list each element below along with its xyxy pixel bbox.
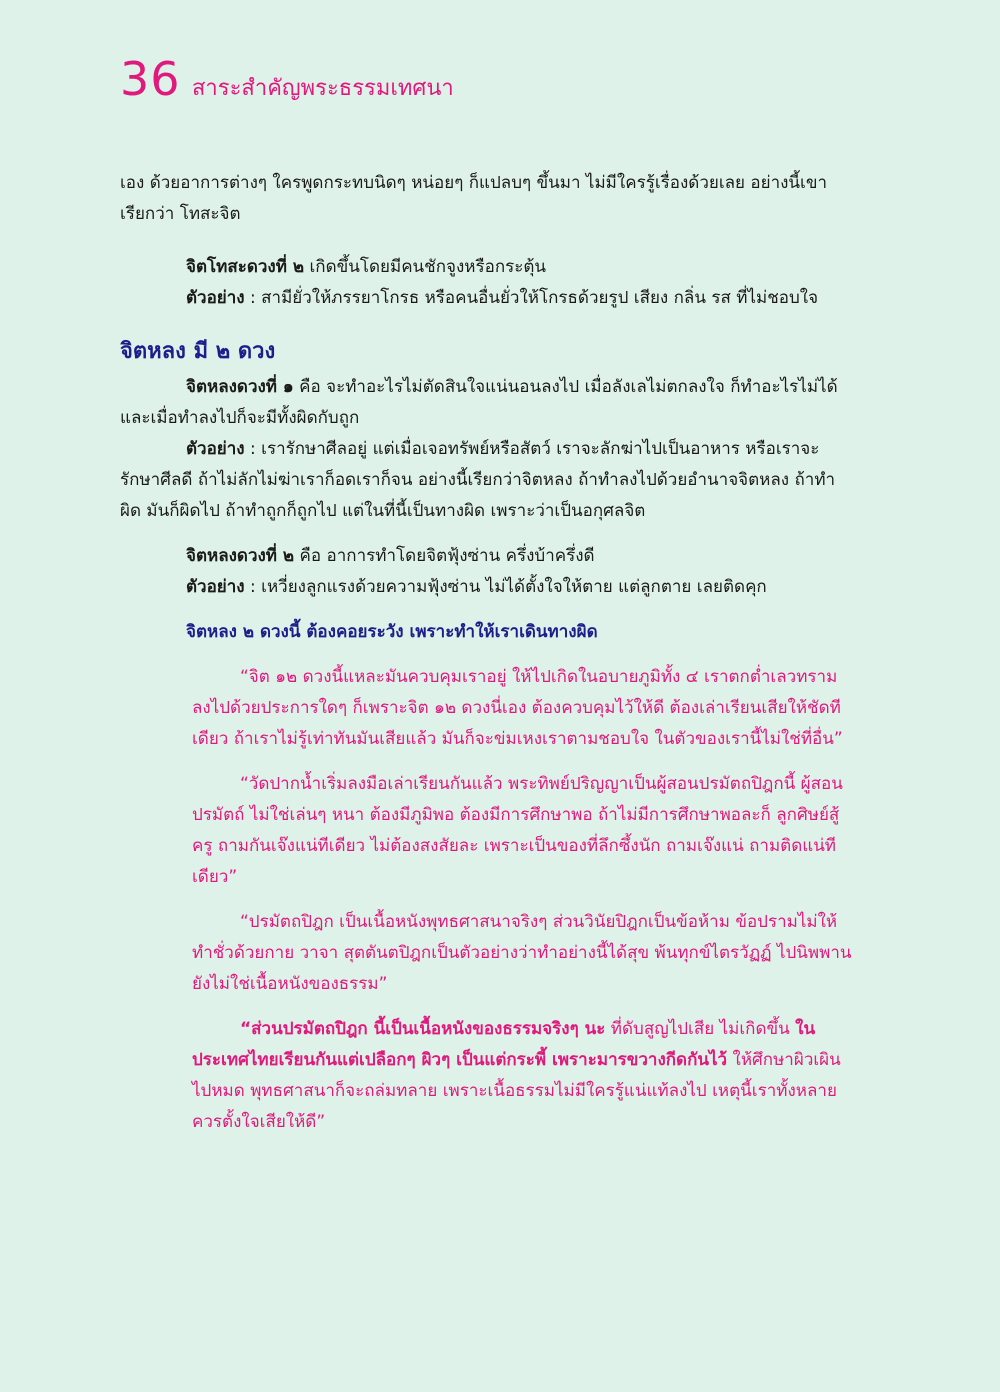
quote-1: “จิต ๑๒ ดวงนี้แหละมันควบคุมเราอยู่ ให้ไปเกิดในอบายภูมิทั้ง ๔ เราตกต่ำเลวทรามลงไปด้วยประการใดๆ ก็เพราะจิต ๑๒ ดวงนี่เอง ต้องควบคุมไว้ให้ดี ต้องเล่าเรียนเสียให้ชัดทีเดียว ถ้าเราไม่รู้เท่าทันมันเสียแล้ว มันก็จะข่มเหงเราตามชอบใจ ในตัวของเรานี้ไม่ใช่ที่อื่น” <box>192 667 843 749</box>
quote-4 <box>192 1014 852 1138</box>
paragraph-tosa-2-example <box>120 283 850 314</box>
tosa-2-text: เกิดขึ้นโดยมีคนชักจูงหรือกระตุ้น <box>304 257 547 277</box>
section-heading-moha: จิตหลง มี ๒ ดวง <box>120 339 276 364</box>
paragraph-moha-1-example <box>120 434 850 527</box>
tosa-2-example-label: ตัวอย่าง <box>186 288 245 308</box>
paragraph-tosa-continuation: เอง ด้วยอาการต่างๆ ใครพูดกระทบนิดๆ หน่อยๆ ก็แปลบๆ ขึ้นมา ไม่มีใครรู้เรื่องด้วยเลย อย่างนี้เขาเรียกว่า โทสะจิต <box>120 173 828 224</box>
paragraph-tosa-2 <box>120 252 850 283</box>
moha-2-text: คือ อาการทำโดยจิตฟุ้งซ่าน ครึ่งบ้าครึ่งดี <box>294 546 595 566</box>
quote-4-bold-2: ในประเทศไทยเรียนกันแต่เปลือกๆ ผิวๆ เป็นแต่กระพี้ เพราะมารขวางกีดกันไว้ <box>192 1019 816 1070</box>
moha-1-text: คือ จะทำอะไรไม่ตัดสินใจแน่นอนลงไป เมื่อลังเลไม่ตกลงใจ ก็ทำอะไรไม่ได้ และเมื่อทำลงไปก็จะมีทั้งผิดกับถูก <box>120 377 838 428</box>
moha-1-example-text: : เรารักษาศีลอยู่ แต่เมื่อเจอทรัพย์หรือสัตว์ เราจะลักฆ่าไปเป็นอาหาร หรือเราจะรักษาศีลดี ถ้าไม่ลักไม่ฆ่าเราก็อดเราก็จน อย่างนี้เรียกว่าจิตหลง ถ้าทำลงไปด้วยอำนาจจิตหลง ถ้าทำผิด มันก็ผิดไป ถ้าทำถูกก็ถูกไป แต่ในที่นี้เป็นทางผิด เพราะว่าเป็นอกุศลจิต <box>120 439 836 521</box>
quote-4-text-2: ให้ศึกษาผิวเผินไปหมด พุทธศาสนาก็จะถล่มทลาย เพราะเนื้อธรรมไม่มีใครรู้แน่แท้ลงไป เหตุนี้เราทั้งหลายควรตั้งใจเสียให้ดี” <box>192 1050 841 1132</box>
quote-3: “ปรมัตถปิฎก เป็นเนื้อหนังพุทธศาสนาจริงๆ ส่วนวินัยปิฎกเป็นข้อห้าม ข้อปรามไม่ให้ทำชั่วด้วยกาย วาจา สุตตันตปิฎกเป็นตัวอย่างว่าทำอย่างนี้ได้สุข พ้นทุกข์ไตรวัฏฏ์ ไปนิพพาน ยังไม่ใช่เนื้อหนังของธรรม” <box>192 912 852 994</box>
quote-4-bold-1: “ส่วนปรมัตถปิฎก นี้เป็นเนื้อหนังของธรรมจริงๆ นะ <box>240 1019 606 1039</box>
moha-2-example-text: : เหวี่ยงลูกแรงด้วยความฟุ้งซ่าน ไม่ได้ตั้งใจให้ตาย แต่ลูกตาย เลยติดคุก <box>244 577 767 597</box>
page-content <box>120 168 850 1138</box>
moha-2-example-label: ตัวอย่าง <box>186 577 245 597</box>
moha-1-example-label: ตัวอย่าง <box>186 439 245 459</box>
moha-2-label: จิตหลงดวงที่ ๒ <box>186 546 295 566</box>
moha-warning: จิตหลง ๒ ดวงนี้ ต้องคอยระวัง เพราะทำให้เราเดินทางผิด <box>186 622 598 642</box>
tosa-2-label: จิตโทสะดวงที่ ๒ <box>186 257 305 277</box>
paragraph-moha-1 <box>120 372 850 434</box>
running-title: สาระสำคัญพระธรรมเทศนา <box>192 76 454 101</box>
page-number: 36 <box>120 52 181 106</box>
tosa-2-example-text: : สามียั่วให้ภรรยาโกรธ หรือคนอื่นยั่วให้โกรธด้วยรูป เสียง กลิ่น รส ที่ไม่ชอบใจ <box>244 288 819 308</box>
paragraph-moha-2 <box>120 541 850 572</box>
paragraph-moha-2-example <box>120 572 850 603</box>
quote-block <box>192 662 852 1138</box>
moha-1-label: จิตหลงดวงที่ ๑ <box>186 377 294 397</box>
quote-4-text-1: ที่ดับสูญไปเสีย ไม่เกิดขึ้น <box>605 1019 796 1039</box>
quote-2: “วัดปากน้ำเริ่มลงมือเล่าเรียนกันแล้ว พระทิพย์ปริญญาเป็นผู้สอนปรมัตถปิฎกนี้ ผู้สอนปรมัตถ์ ไม่ใช่เล่นๆ หนา ต้องมีภูมิพอ ต้องมีการศึกษาพอ ถ้าไม่มีการศึกษาพอละก็ ลูกศิษย์สู้ครู ถามกันเจ๊งแน่ทีเดียว ไม่ต้องสงสัยละ เพราะเป็นของที่ลึกซึ้งนัก ถามเจ๊งแน่ ถามติดแน่ทีเดียว” <box>192 774 843 887</box>
